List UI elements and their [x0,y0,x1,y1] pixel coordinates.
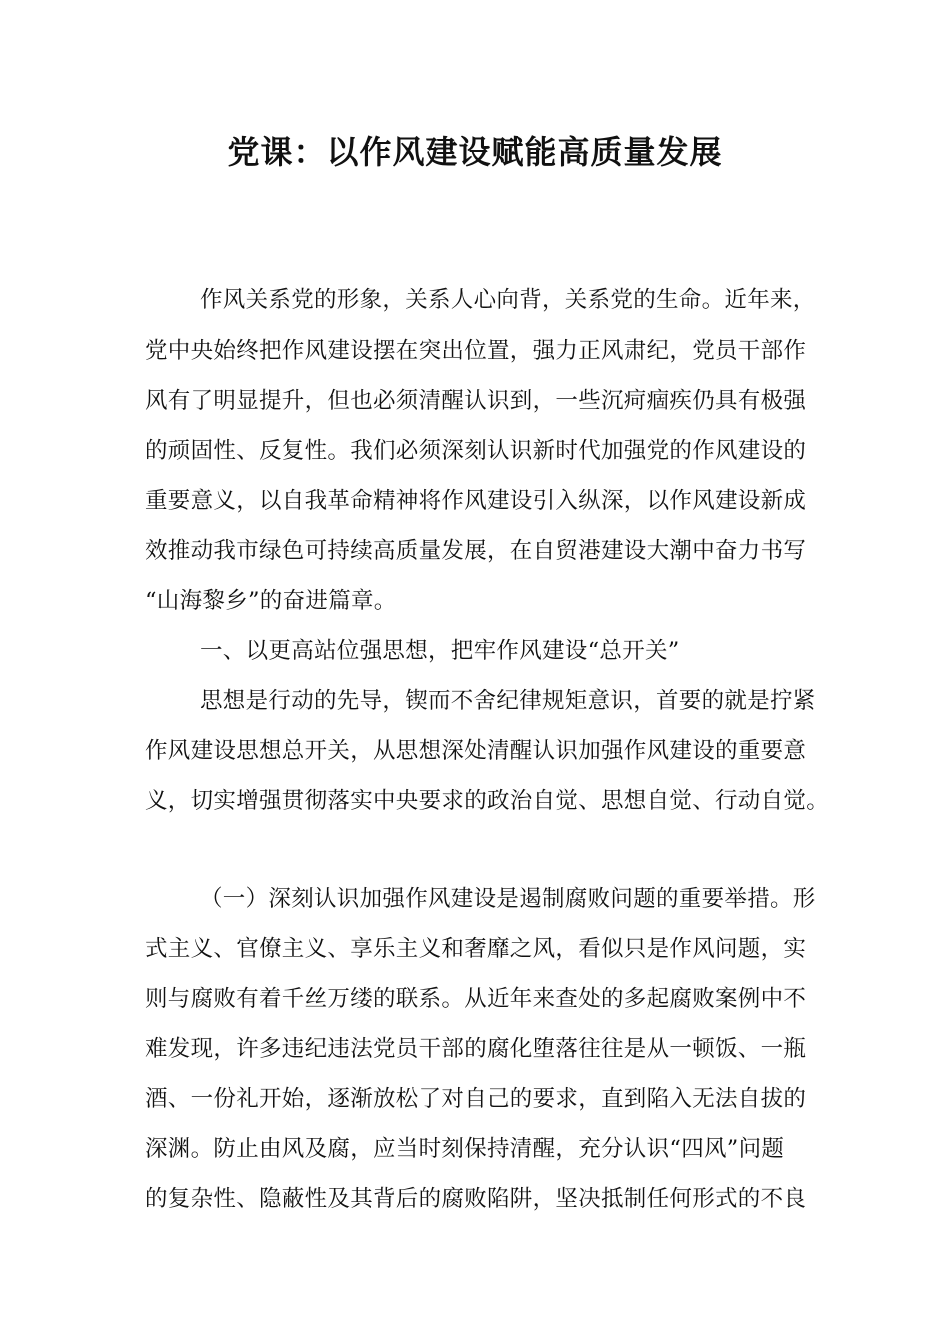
paragraph-line: 义，切实增强贯彻落实中央要求的政治自觉、思想自觉、行动自觉。 [145,788,830,814]
paragraph-line: 的顽固性、反复性。我们必须深刻认识新时代加强党的作风建设的 [145,438,807,464]
paragraph-line: 效推动我市绿色可持续高质量发展，在自贸港建设大潮中奋力书写 [145,538,807,564]
paragraph-line: 难发现，许多违纪违法党员干部的腐化堕落往往是从一顿饭、一瓶 [145,1036,807,1062]
paragraph-line: 党中央始终把作风建设摆在突出位置，强力正风肃纪，党员干部作 [145,338,807,364]
paragraph-line: 思想是行动的先导，锲而不舍纪律规矩意识，首要的就是拧紧 [200,688,816,714]
paragraph-line: 风有了明显提升，但也必须清醒认识到，一些沉疴痼疾仍具有极强 [145,388,807,414]
paragraph-line: 作风关系党的形象，关系人心向背，关系党的生命。近年来， [200,287,816,313]
paragraph-line: 酒、一份礼开始，逐渐放松了对自己的要求，直到陷入无法自拔的 [145,1086,807,1112]
paragraph-line: 作风建设思想总开关，从思想深处清醒认识加强作风建设的重要意 [145,738,807,764]
paragraph-line: 则与腐败有着千丝万缕的联系。从近年来查处的多起腐败案例中不 [145,986,807,1012]
paragraph-line: 深渊。防止由风及腐，应当时刻保持清醒，充分认识“四风”问题 [145,1136,785,1162]
document-title: 党课：以作风建设赋能高质量发展 [227,133,723,171]
paragraph-line: 的复杂性、隐蔽性及其背后的腐败陷阱，坚决抵制任何形式的不良 [145,1186,807,1212]
paragraph-line: 式主义、官僚主义、享乐主义和奢靡之风，看似只是作风问题，实 [145,936,807,962]
section-heading: 一、以更高站位强思想，把牢作风建设“总开关” [200,638,680,664]
paragraph-line: （一）深刻认识加强作风建设是遏制腐败问题的重要举措。形 [200,886,816,912]
paragraph-line: 重要意义，以自我革命精神将作风建设引入纵深，以作风建设新成 [145,488,807,514]
paragraph-line: “山海黎乡”的奋进篇章。 [145,588,397,614]
